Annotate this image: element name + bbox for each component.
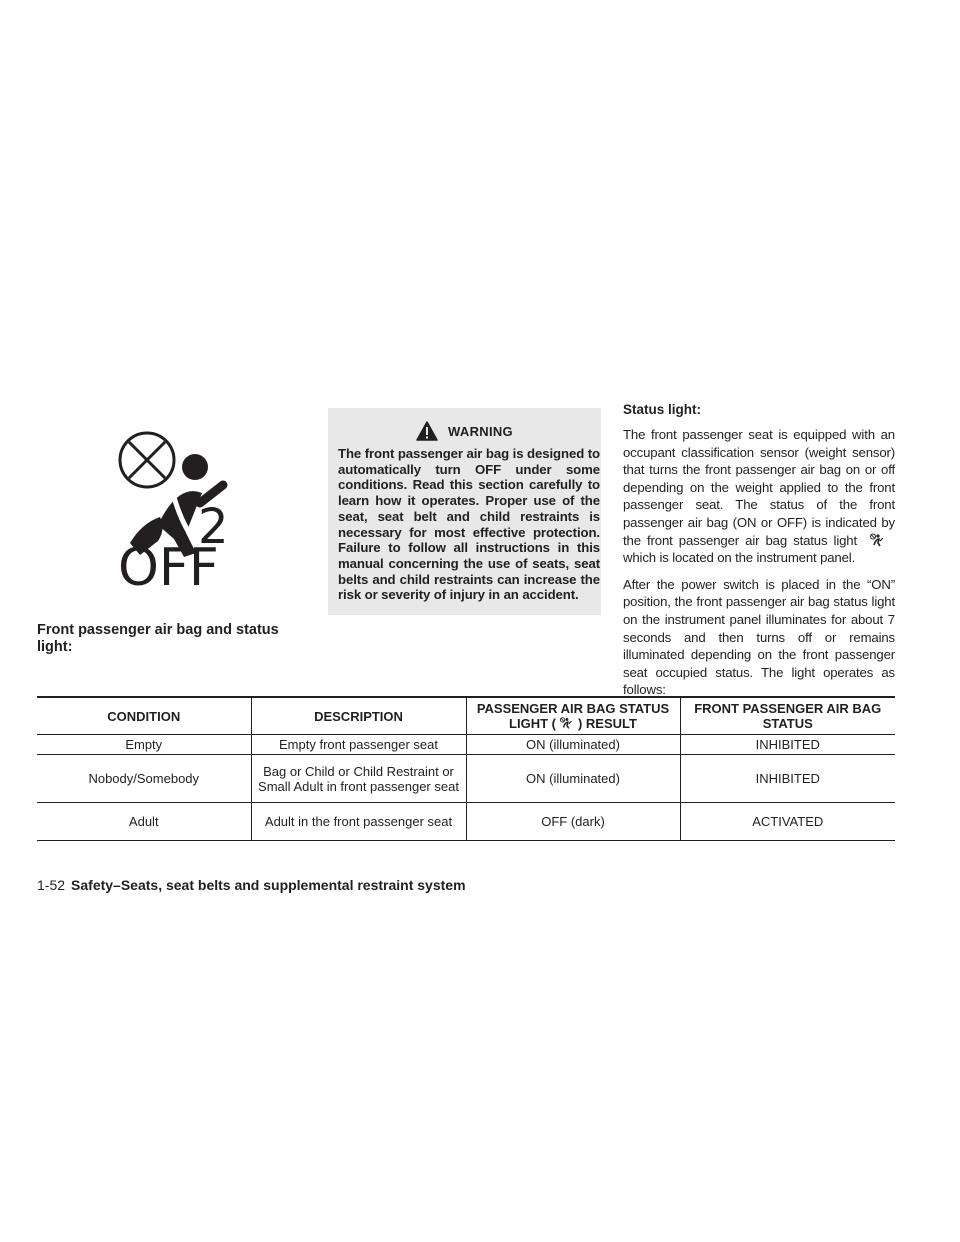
table-header-row xyxy=(37,697,895,735)
status-light-section xyxy=(623,402,895,708)
cell-description: Empty front passenger seat xyxy=(251,735,466,755)
warning-header xyxy=(328,418,601,444)
warning-triangle-icon xyxy=(416,421,438,441)
cell-condition: Adult xyxy=(37,803,251,841)
cell-light-result: ON (illuminated) xyxy=(466,735,680,755)
figure-caption: Front passenger air bag and status light: xyxy=(37,622,279,655)
header-light-result-before: PASSENGER AIR BAG STATUS LIGHT ( xyxy=(476,701,670,731)
section-title: Safety–Seats, seat belts and supplemental restraint system xyxy=(71,877,466,893)
page-footer xyxy=(37,877,466,893)
passenger-airbag-status-icon xyxy=(559,716,575,730)
header-light-result xyxy=(466,697,680,735)
cell-light-result: ON (illuminated) xyxy=(466,755,680,803)
page-number: 1-52 xyxy=(37,877,66,893)
warning-box xyxy=(328,408,601,615)
cell-airbag-status: INHIBITED xyxy=(680,735,895,755)
cell-description: Adult in the front passenger seat xyxy=(251,803,466,841)
status-light-paragraph-1 xyxy=(623,426,895,567)
cell-condition: Empty xyxy=(37,735,251,755)
cell-airbag-status: INHIBITED xyxy=(680,755,895,803)
status-light-heading: Status light: xyxy=(623,402,701,417)
status-light-paragraph-1-after: which is located on the instrument panel. xyxy=(623,550,856,566)
figure-off-label: OFF xyxy=(118,538,219,595)
cell-light-result: OFF (dark) xyxy=(466,803,680,841)
warning-text: The front passenger air bag is designed to automatically turn OFF under some conditions. Read this section carefully to learn how it operates. Proper use of the seat, seat belt and child restraints is necessary for most effective protection. Failure to follow all instructions in this manual concerning the use of seats, seat belts and child restraints can increase the risk or severity of injury in an accident. xyxy=(338,446,600,603)
warning-title: WARNING xyxy=(448,423,513,439)
table-row xyxy=(37,755,895,803)
cell-condition: Nobody/Somebody xyxy=(37,755,251,803)
header-light-result-after: ) RESULT xyxy=(577,716,637,731)
table-row xyxy=(37,735,895,755)
status-light-table xyxy=(37,696,895,841)
passenger-airbag-status-icon xyxy=(869,533,887,547)
header-description: DESCRIPTION xyxy=(251,697,466,735)
cell-airbag-status: ACTIVATED xyxy=(680,803,895,841)
header-condition: CONDITION xyxy=(37,697,251,735)
status-light-paragraph-2: After the power switch is placed in the “ON” position, the front passenger air bag status light on the instrument panel illuminates for about 7 seconds and then turns off or remains illuminated depending on the front passenger seat occupied status. The light operates as follows: xyxy=(623,576,895,698)
cell-description: Bag or Child or Child Restraint or Small Adult in front passenger seat xyxy=(251,755,466,803)
header-airbag-status: FRONT PASSENGER AIR BAG STATUS xyxy=(680,697,895,735)
status-light-paragraph-1-before: The front passenger seat is equipped with an occupant classification sensor (weight sensor) that turns the front passenger air bag on or off depending on the weight applied to the front passenger seat. The status of the front passenger air bag (ON or OFF) is indicated by the front passenger air bag status light xyxy=(623,427,895,548)
table-row xyxy=(37,803,895,841)
passenger-airbag-off-icon xyxy=(100,425,260,595)
figure-number-label: 2 xyxy=(198,499,229,555)
